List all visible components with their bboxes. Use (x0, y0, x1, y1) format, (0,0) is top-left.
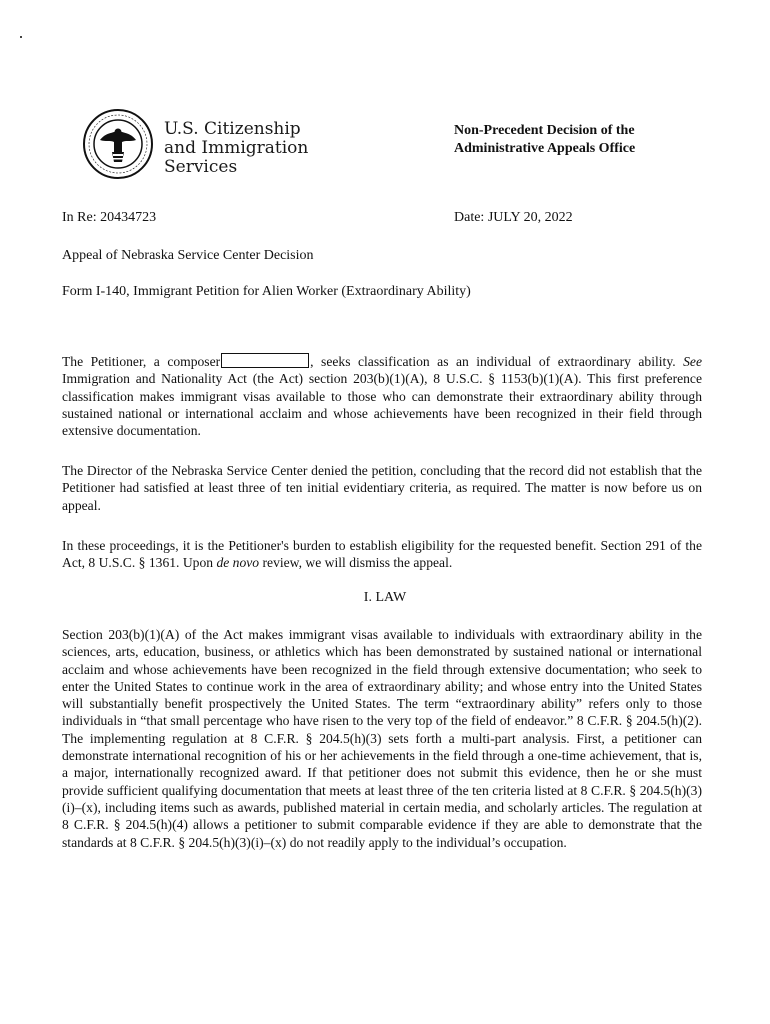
text-run: The Petitioner, a composer (62, 354, 221, 369)
paragraph-director: The Director of the Nebraska Service Center denied the petition, concluding that the record did not establish that the Petitioner had satisfied at least three of ten initial evidentiary criteria, as required. The matter is now before us on appeal. (62, 463, 702, 513)
office-title (454, 122, 635, 158)
dhs-seal-icon (82, 108, 154, 180)
case-number: In Re: 20434723 (62, 210, 157, 225)
redaction-box (221, 353, 309, 368)
office-line: Non-Precedent Decision of the (454, 123, 635, 138)
agency-line: and Immigration (164, 138, 309, 158)
scan-artifact-dot (20, 36, 22, 38)
text-run: review, we will dismiss the appeal. (259, 555, 453, 571)
text-run: , seeks classification as an individual of extraordinary ability. (310, 354, 676, 369)
section-heading: I. LAW (363, 590, 407, 605)
agency-name (164, 120, 308, 177)
form-type: Form I-140, Immigrant Petition for Alien Worker (Extraordinary Ability) (62, 284, 471, 299)
paragraph-petitioner (62, 353, 702, 439)
text-run-italic: See (683, 354, 702, 369)
decision-date: Date: JULY 20, 2022 (454, 210, 573, 225)
text-run: In these proceedings, it is the Petitioner's burden to establish eligibility for the requested benefit. Section 291 of the Act, 8 U.S.C. § 1361. Upon (62, 538, 702, 571)
appeal-of: Appeal of Nebraska Service Center Decision (62, 248, 314, 263)
paragraph-burden (62, 537, 702, 572)
text-run: Immigration and Nationality Act (the Act) section 203(b)(1)(A), 8 U.S.C. § 1153(b)(1)(A). This first preference classification makes immigrant visas available to those who can demonstrate their extraordinary ability through sustained national or international acclaim and whose achievements have been recognized in their field through extensive documentation. (62, 371, 702, 439)
text-run-italic: de novo (216, 555, 260, 571)
agency-line: Services (164, 157, 238, 177)
office-line: Administrative Appeals Office (454, 141, 636, 156)
paragraph-law: Section 203(b)(1)(A) of the Act makes immigrant visas available to individuals with extraordinary ability in the sciences, arts, education, business, or athletics which has been demonstrated by sustained national or international acclaim and whose achievements have been recognized in the field through extensive documentation; who seek to enter the United States to continue work in the area of extraordinary ability; and whose entry into the United States will substantially benefit prospectively the United States. The term “extraordinary ability” refers only to those individuals in “that small percentage who have risen to the very top of the field of endeavor.” 8 C.F.R. § 204.5(h)(2). The implementing regulation at 8 C.F.R. § 204.5(h)(3) sets forth a multi-part analysis. First, a petitioner can demonstrate international recognition of his or her achievements in the field through a one-time achievement, that is, a major, internationally recognized award. If that petitioner does not submit this evidence, then he or she must provide sufficient qualifying documentation that meets at least three of the ten criteria listed at 8 C.F.R. § 204.5(h)(3)(i)–(x), including items such as awards, published material in certain media, and scholarly articles. The regulation at 8 C.F.R. § 204.5(h)(4) allows a petitioner to submit comparable evidence if they are able to demonstrate that the standards at 8 C.F.R. § 204.5(h)(3)(i)–(x) do not readily apply to the individual’s occupation. (62, 627, 702, 850)
agency-line: U.S. Citizenship (164, 119, 301, 139)
